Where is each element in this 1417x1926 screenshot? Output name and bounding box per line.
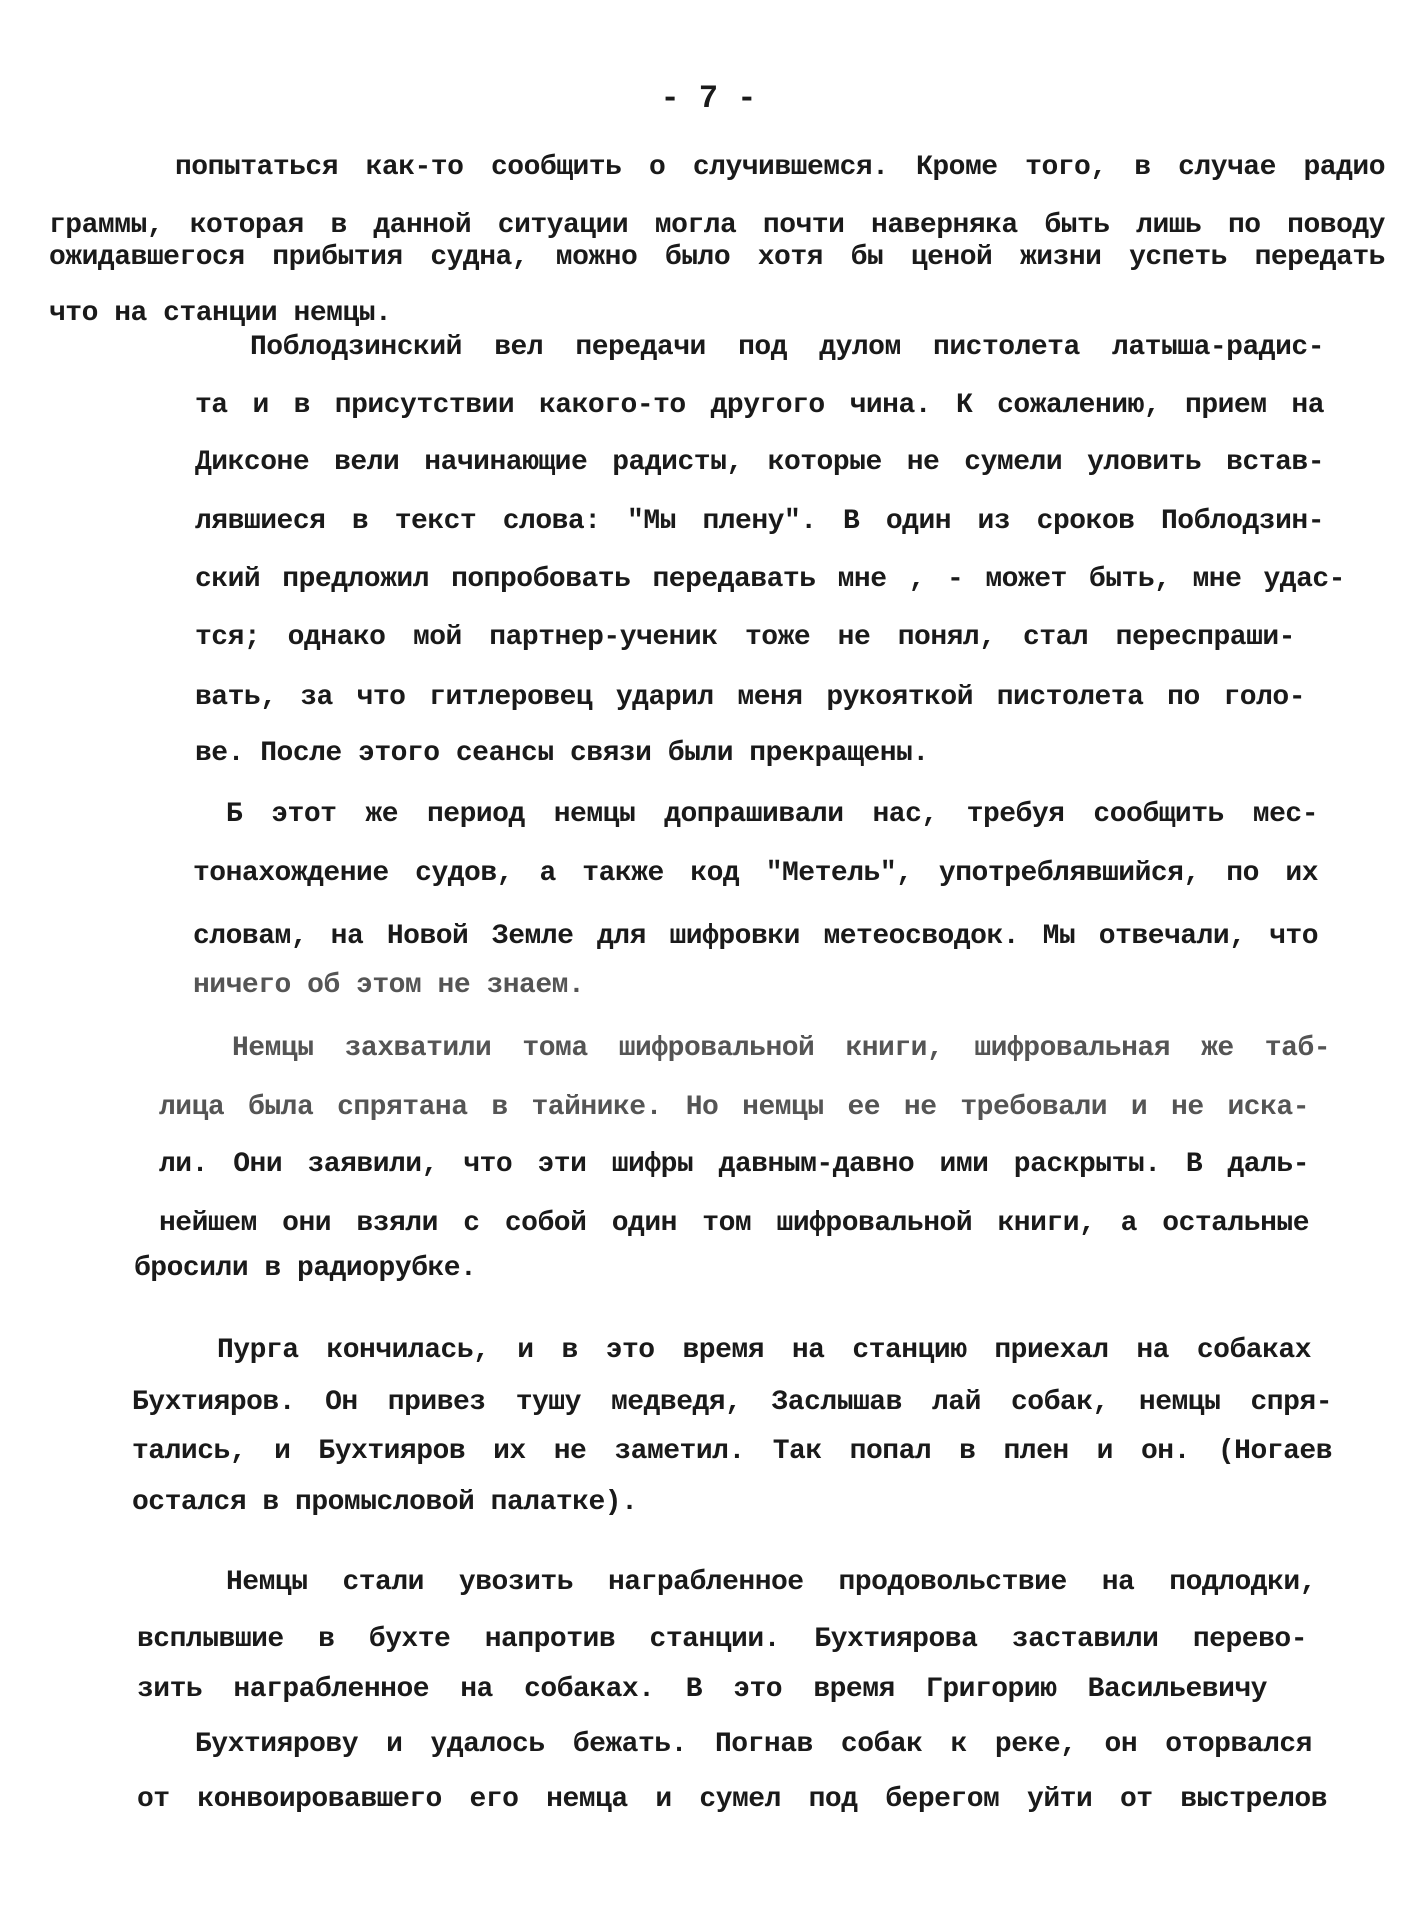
text-line: остался в промысловой палатке). (132, 1487, 638, 1518)
text-line: Поблодзинский вел передачи под дулом пистолета латыша-радис- (250, 332, 1324, 363)
text-line: Пурга кончилась, и в это время на станцию приехал на собаках (217, 1335, 1311, 1366)
text-line: ничего об этом не знаем. (193, 970, 585, 1001)
text-line: ский предложил попробовать передавать мне , - может быть, мне удас- (195, 564, 1345, 595)
text-line: нейшем они взяли с собой один том шифровальной книги, а остальные (159, 1208, 1309, 1239)
text-line: та и в присутствии какого-то другого чина. К сожалению, прием на (195, 390, 1324, 421)
text-line: Б этот же период немцы допрашивали нас, требуя сообщить мес- (226, 799, 1318, 830)
text-line: что на станции немцы. (49, 298, 392, 329)
text-line: зить награбленное на собаках. В это время Григорию Васильевичу (137, 1674, 1267, 1705)
text-line: словам, на Новой Земле для шифровки метеосводок. Мы отвечали, что (193, 921, 1318, 952)
text-line: Бухтиярову и удалось бежать. Погнав собак к реке, он оторвался (195, 1729, 1312, 1760)
text-line: от конвоировавшего его немца и сумел под берегом уйти от выстрелов (137, 1784, 1327, 1815)
text-line: ве. После этого сеансы связи были прекращены. (195, 738, 929, 769)
text-line: ожидавшегося прибытия судна, можно было хотя бы ценой жизни успеть передать (49, 242, 1385, 273)
text-line: Бухтияров. Он привез тушу медведя, Заслышав лай собак, немцы спря- (132, 1387, 1332, 1418)
text-line: вать, за что гитлеровец ударил меня рукояткой пистолета по голо- (195, 682, 1305, 713)
text-line: всплывшие в бухте напротив станции. Бухтиярова заставили перево- (137, 1624, 1307, 1655)
text-line: граммы, которая в данной ситуации могла почти наверняка быть лишь по поводу (49, 210, 1385, 241)
text-line: лица была спрятана в тайнике. Но немцы ее не требовали и не иска- (159, 1092, 1309, 1123)
text-line: лявшиеся в текст слова: "Мы плену". В один из сроков Поблодзин- (195, 506, 1324, 537)
page-number: - 7 - (660, 80, 757, 117)
text-line: ли. Они заявили, что эти шифры давным-давно ими раскрыты. В даль- (159, 1149, 1309, 1180)
text-line: попытаться как-то сообщить о случившемся. Кроме того, в случае радио (175, 152, 1385, 183)
text-line: бросили в радиорубке. (134, 1253, 477, 1284)
text-line: Диксоне вели начинающие радисты, которые не сумели уловить встав- (195, 447, 1324, 478)
text-line: Немцы стали увозить награбленное продовольствие на подлодки, (226, 1567, 1316, 1598)
text-line: тонахождение судов, а также код "Метель", употреблявшийся, по их (193, 858, 1318, 889)
text-line: тся; однако мой партнер-ученик тоже не понял, стал переспраши- (195, 622, 1295, 653)
text-line: тались, и Бухтияров их не заметил. Так попал в плен и он. (Ногаев (132, 1436, 1332, 1467)
text-line: Немцы захватили тома шифровальной книги, шифровальная же таб- (232, 1033, 1330, 1064)
